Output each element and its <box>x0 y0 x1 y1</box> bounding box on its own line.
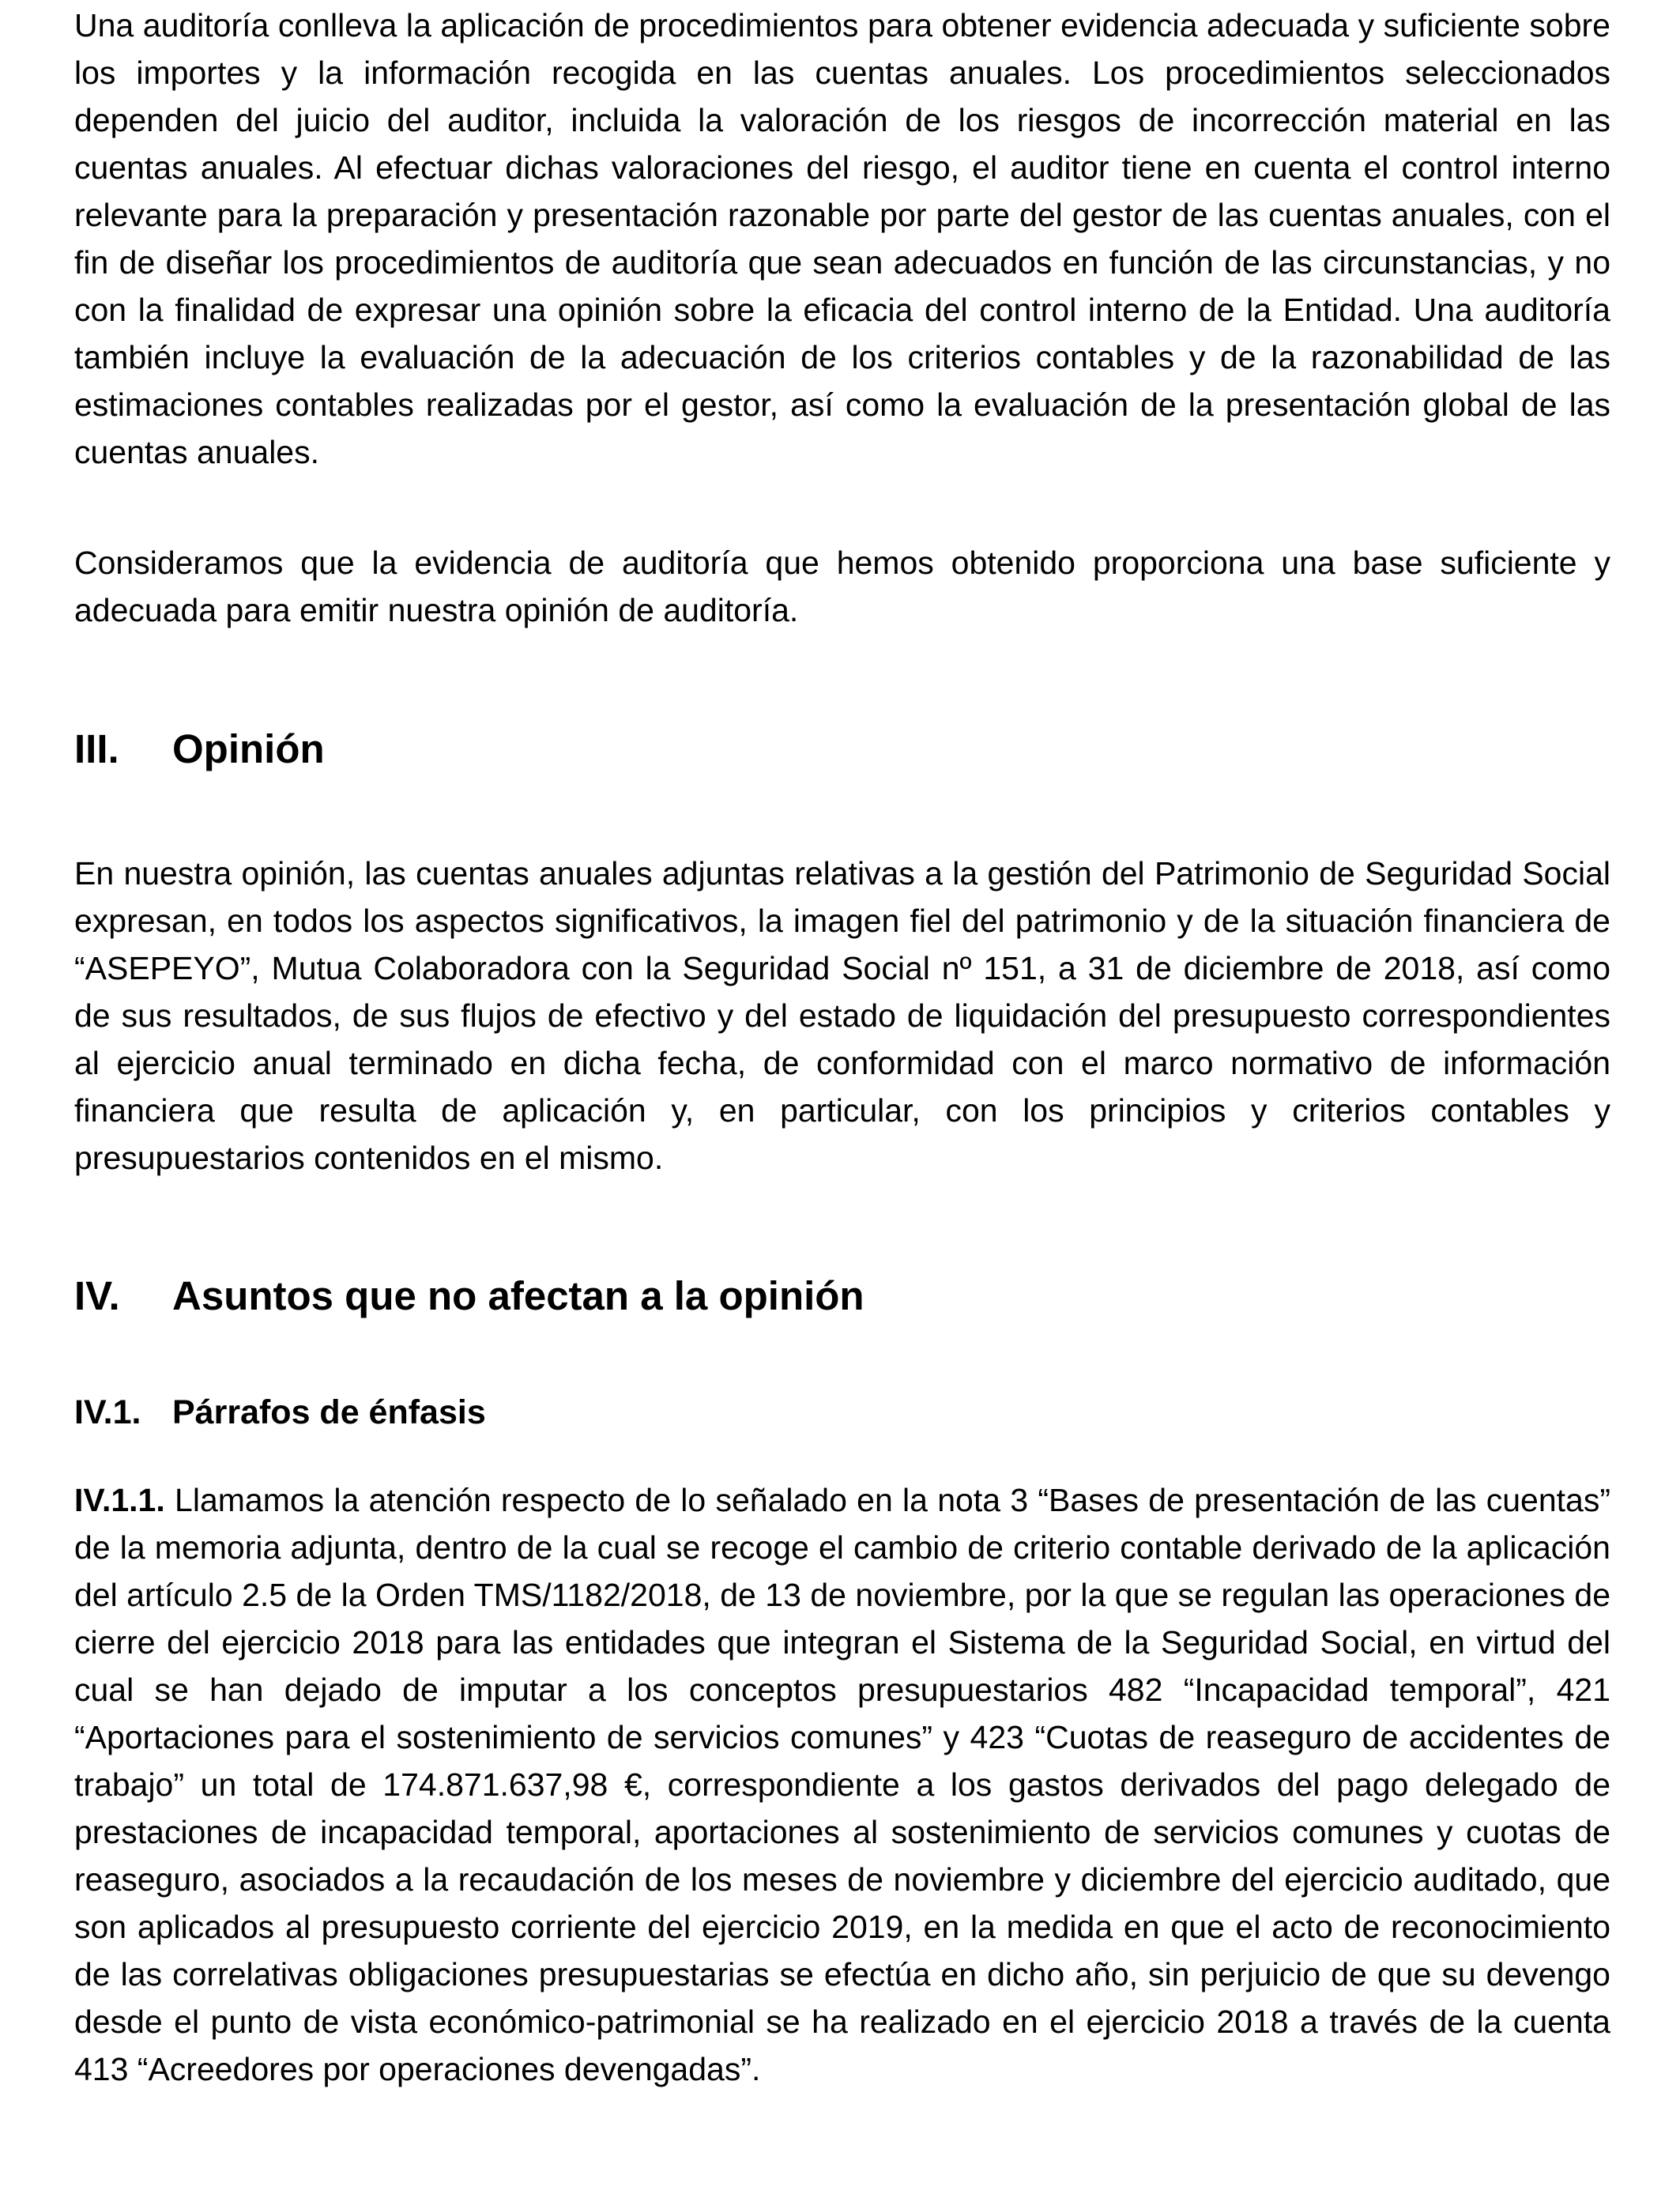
section-heading-opinion <box>74 726 325 773</box>
section-number: III. <box>74 726 119 771</box>
section-heading-matters <box>74 1272 864 1320</box>
subsection-heading-emphasis <box>74 1389 486 1436</box>
paragraph-emphasis-1 <box>74 1476 1610 2093</box>
paragraph-audit-procedures: Una auditoría conlleva la aplicación de procedimientos para obtener evidencia adecuada y suficiente sobre los importes y la información recogida en las cuentas anuales. Los procedimientos seleccionados dependen del juicio del auditor, incluida la valoración de los riesgos de incorrección material en las cuentas anuales. Al efectuar dichas valoraciones del riesgo, el auditor tiene en cuenta el control interno relevante para la preparación y presentación razonable por parte del gestor de las cuentas anuales, con el fin de diseñar los procedimientos de auditoría que sean adecuados en función de las circunstancias, y no con la finalidad de expresar una opinión sobre la eficacia del control interno de la Entidad. Una auditoría también incluye la evaluación de la adecuación de los criterios contables y de la razonabilidad de las estimaciones contables realizadas por el gestor, así como la evaluación de la presentación global de las cuentas anuales. <box>74 7 1610 470</box>
paragraph-text: Llamamos la atención respecto de lo señalado en la nota 3 “Bases de presentación de las cuentas” de la memoria adjunta, dentro de la cual se recoge el cambio de criterio contable derivado de la aplicación del artículo 2.5 de la Orden TMS/1182/2018, de 13 de noviembre, por la que se regulan las operaciones de cierre del ejercicio 2018 para las entidades que integran el Sistema de la Seguridad Social, en virtud del cual se han dejado de imputar a los conceptos presupuestarios 482 “Incapacidad temporal”, 421 “Aportaciones para el sostenimiento de servicios comunes” y 423 “Cuotas de reaseguro de accidentes de trabajo” un total de 174.871.637,98 €, correspondiente a los gastos derivados del pago delegado de prestaciones de incapacidad temporal, aportaciones al sostenimiento de servicios comunes y cuotas de reaseguro, asociados a la recaudación de los meses de noviembre y diciembre del ejercicio auditado, que son aplicados al presupuesto corriente del ejercicio 2019, en la medida en que el acto de reconocimiento de las correlativas obligaciones presupuestarias se efectúa en dicho año, sin perjuicio de que su devengo desde el punto de vista económico-patrimonial se ha realizado en el ejercicio 2018 a través de la cuenta 413 “Acreedores por operaciones devengadas”. <box>74 1482 1610 2087</box>
subsection-number: IV.1. <box>74 1393 141 1431</box>
section-title: Asuntos que no afectan a la opinión <box>172 1273 864 1318</box>
subsection-title: Párrafos de énfasis <box>172 1393 486 1431</box>
paragraph-opinion: En nuestra opinión, las cuentas anuales adjuntas relativas a la gestión del Patrimonio de Seguridad Social expresan, en todos los aspectos significativos, la imagen fiel del patrimonio y de la situación financiera de “ASEPEYO”, Mutua Colaboradora con la Seguridad Social nº 151, a 31 de diciembre de 2018, así como de sus resultados, de sus flujos de efectivo y del estado de liquidación del presupuesto correspondientes al ejercicio anual terminado en dicha fecha, de conformidad con el marco normativo de información financiera que resulta de aplicación y, en particular, con los principios y criterios contables y presupuestarios contenidos en el mismo. <box>74 855 1610 1176</box>
section-title: Opinión <box>172 726 325 771</box>
paragraph-audit-evidence: Consideramos que la evidencia de auditoría que hemos obtenido proporciona una base suficiente y adecuada para emitir nuestra opinión de auditoría. <box>74 545 1610 628</box>
section-number: IV. <box>74 1273 120 1318</box>
paragraph-number: IV.1.1. <box>74 1482 165 1518</box>
